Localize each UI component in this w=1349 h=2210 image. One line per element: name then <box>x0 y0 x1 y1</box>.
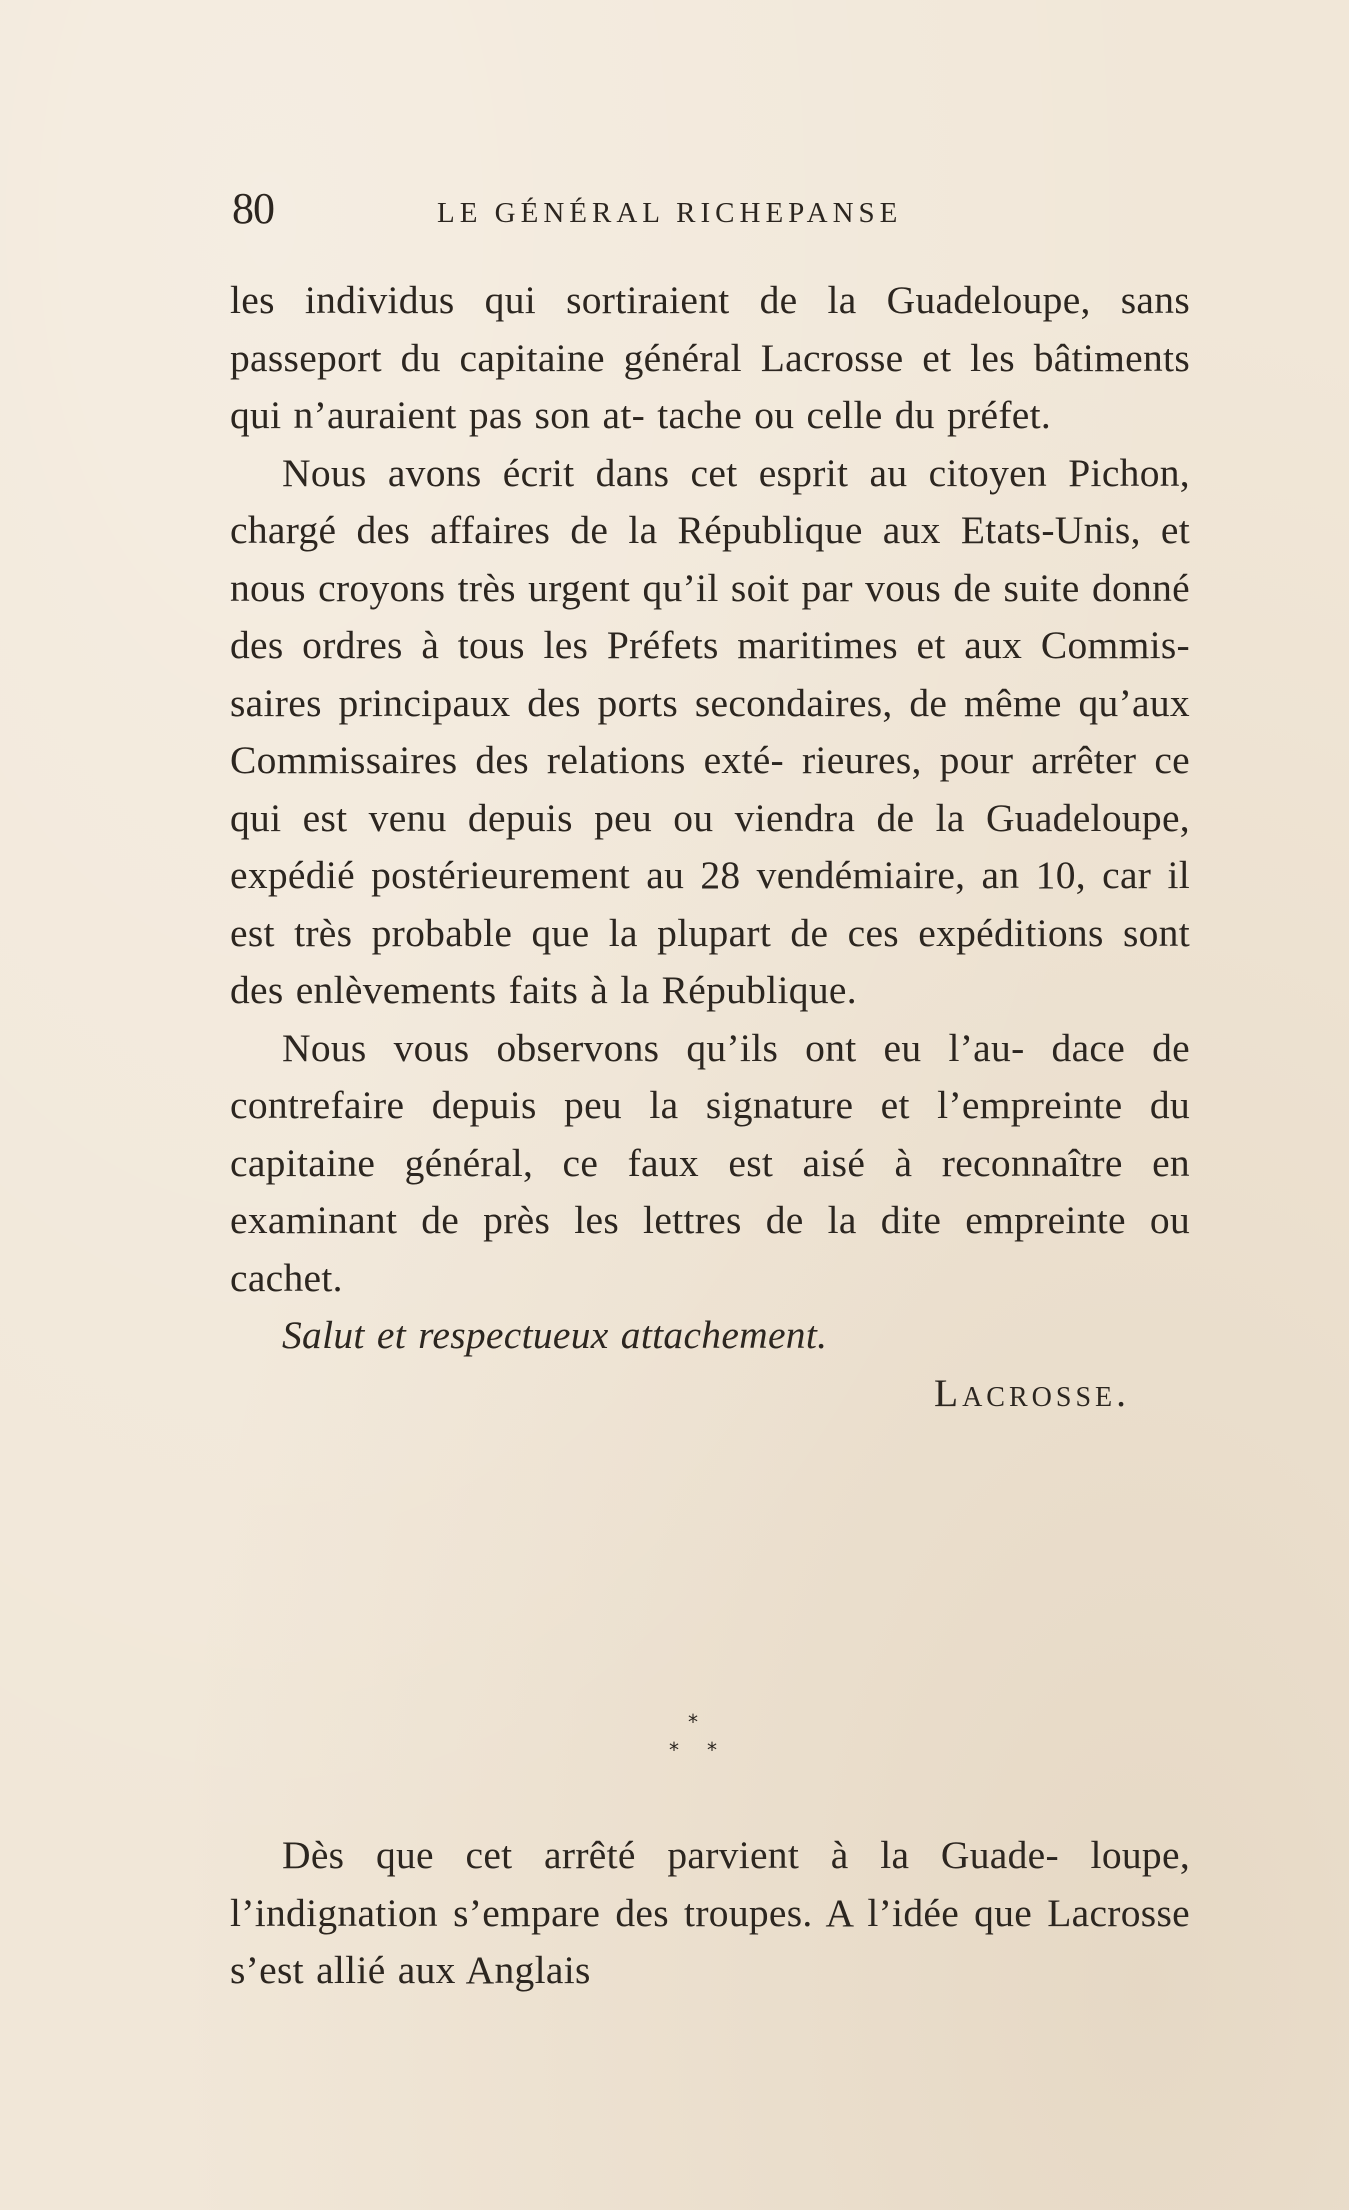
paragraph: Nous vous observons qu’ils ont eu l’au- dace de contrefaire depuis peu la signature et l’empreinte du capitaine général, ce faux est aisé à reconnaître en examinant de près les lettres de la dite empreinte ou cachet. <box>230 1025 1190 1300</box>
signature-rest: acrosse. <box>962 1370 1130 1415</box>
page-number: 80 <box>232 184 274 233</box>
paragraph: Dès que cet arrêté parvient à la Guade- loupe, l’indignation s’empare des troupes. A l’idée que Lacrosse s’est allié aux Anglais <box>230 1833 1190 1992</box>
letter-closing: Salut et respectueux attachement. <box>282 1313 828 1357</box>
paragraph-continued: les individus qui sortiraient de la Guadeloupe, sans passeport du capitaine général Lacrosse et les bâtiments qui n’auraient pas son at- tache ou celle du préfet. <box>230 278 1190 437</box>
signature <box>230 1365 1190 1423</box>
asterisk-glyph: * <box>669 1738 679 1762</box>
page-header <box>232 183 1192 243</box>
narrative-body <box>230 1827 1190 2000</box>
asterisk-glyph: * <box>688 1710 698 1734</box>
signature-initial: L <box>933 1370 963 1415</box>
letter-body <box>230 272 1190 1422</box>
paragraph: Nous avons écrit dans cet esprit au citoyen Pichon, chargé des affaires de la République aux Etats-Unis, et nous croyons très urgent qu’il soit par vous de suite donné des ordres à tous les Préfets maritimes et aux Commis- saires principaux des ports secondaires, de même qu’aux Commissaires des relations exté- rieures, pour arrêter ce qui est venu depuis peu ou viendra de la Guadeloupe, expédié postérieurement au 28 vendémiaire, an 10, car il est très probable que la plupart de ces expéditions sont des enlèvements faits à la République. <box>230 450 1190 1012</box>
asterism-separator <box>665 1710 735 1770</box>
running-title: LE GÉNÉRAL RICHEPANSE <box>437 197 903 229</box>
asterisk-glyph: * <box>707 1738 717 1762</box>
